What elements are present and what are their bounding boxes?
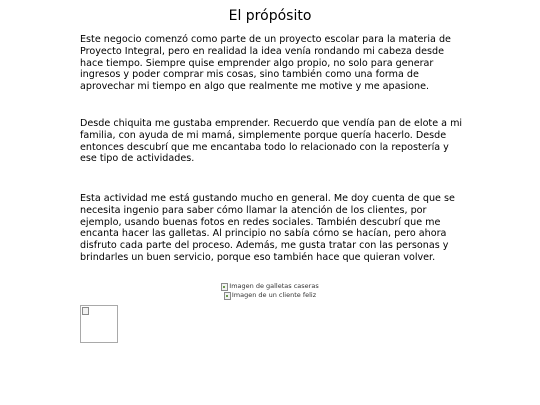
cookies-image-placeholder [221,282,318,291]
purpose-paragraph-origin: Este negocio comenzó como parte de un proyecto escolar para la materia de Proyecto Integral, pero en realidad la idea venía rondando mi cabeza desde hace tiempo. Siempre quise emprender algo propio, no solo para generar ingresos y poder comprar mis cosas, sino también como una forma de aprovechar mi tiempo en algo que realmente me motive y me apasione. [80,34,451,93]
client-image-alt-text: Imagen de un cliente feliz [231,291,317,299]
client-image-placeholder [224,291,316,300]
broken-image-icon [224,292,231,300]
broken-image-icon [82,307,89,315]
page-title: El própósito [228,8,312,24]
purpose-paragraph-experience: Esta actividad me está gustando mucho en general. Me doy cuenta de que se necesita ingenio para saber cómo llamar la atención de los clientes, por ejemplo, usando buenas fotos en redes sociales. También descubrí que me encanta hacer las galletas. Al principio no sabía cómo se hacían, pero ahora disfruto cada parte del proceso. Además, me gusta tratar con las personas y brindarles un buen servicio, porque eso también hace que quieran volver. [80,193,455,263]
broken-image-icon [221,283,228,291]
empty-image-frame [80,305,118,343]
cookies-image-alt-text: Imagen de galletas caseras [229,282,319,290]
client-image [0,291,540,303]
purpose-paragraph-childhood: Desde chiquita me gustaba emprender. Recuerdo que vendía pan de elote a mi familia, con ayuda de mi mamá, simplemente porque quería hacerlo. Desde entonces descubrí que me encantaba todo lo relacionado con la repostería y ese tipo de actividades. [80,118,463,165]
